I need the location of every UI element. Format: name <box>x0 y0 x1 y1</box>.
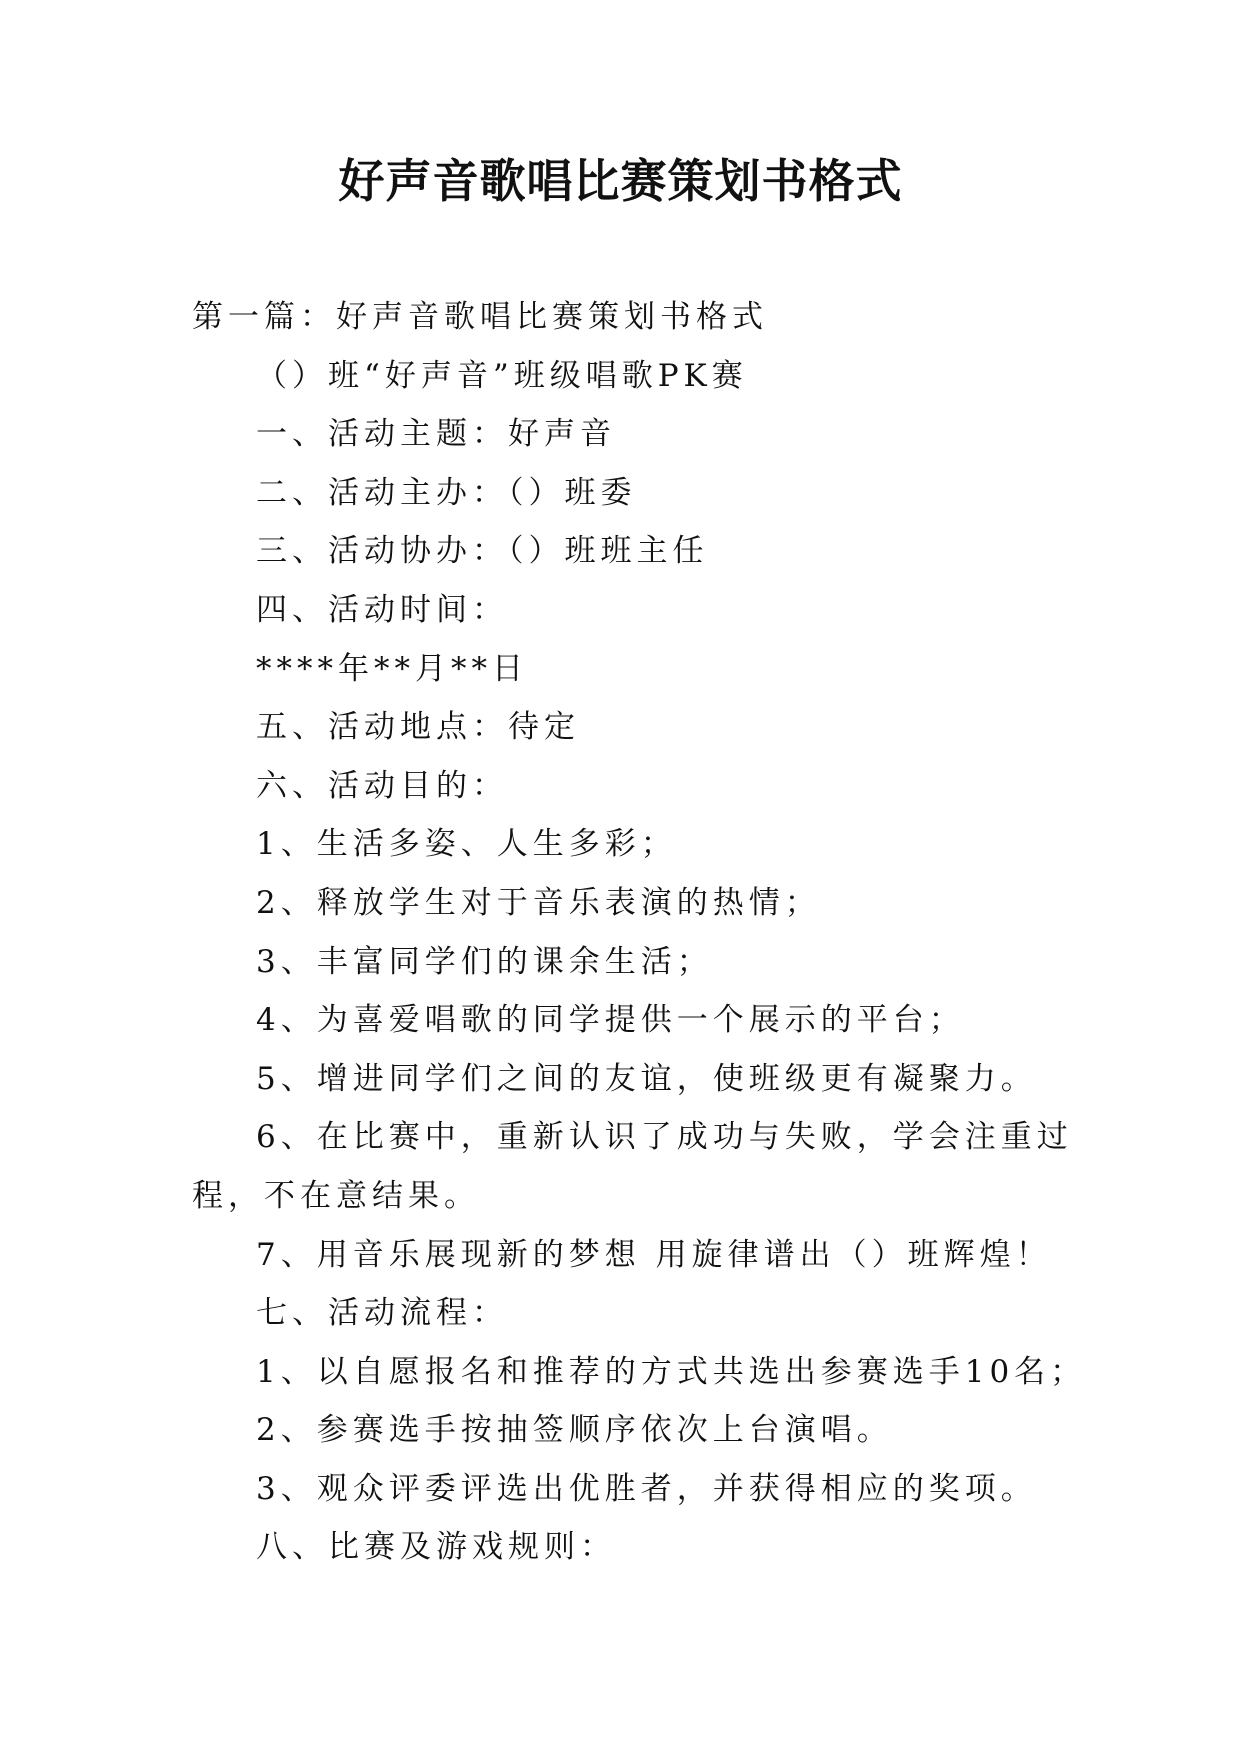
subtitle-paragraph: （）班“好声音”班级唱歌PK赛 <box>256 357 748 394</box>
paragraph-location: 五、活动地点：待定 <box>256 709 580 746</box>
process-item-2: 2、参赛选手按抽签顺序依次上台演唱。 <box>256 1412 893 1449</box>
paragraph-rules-label: 八、比赛及游戏规则： <box>256 1529 616 1566</box>
purpose-item-1: 1、生活多姿、人生多彩； <box>256 826 677 863</box>
paragraph-date: ****年**月**日 <box>256 650 528 687</box>
purpose-item-7: 7、用音乐展现新的梦想 用旋律谱出（）班辉煌！ <box>256 1236 1052 1273</box>
process-item-3: 3、观众评委评选出优胜者，并获得相应的奖项。 <box>256 1470 1037 1507</box>
process-item-1: 1、以自愿报名和推荐的方式共选出参赛选手10名； <box>256 1353 1087 1390</box>
paragraph-time-label: 四、活动时间： <box>256 591 508 628</box>
document-title: 好声音歌唱比赛策划书格式 <box>338 154 903 208</box>
paragraph-process-label: 七、活动流程： <box>256 1295 508 1332</box>
paragraph-organizer: 二、活动主办：（）班委 <box>256 474 637 511</box>
purpose-item-5: 5、增进同学们之间的友谊，使班级更有凝聚力。 <box>256 1060 1037 1097</box>
purpose-item-6: 6、在比赛中，重新认识了成功与失败，学会注重过程，不在意结果。 <box>192 1119 1073 1214</box>
section-heading: 第一篇：好声音歌唱比赛策划书格式 <box>192 299 768 335</box>
paragraph-theme: 一、活动主题：好声音 <box>256 416 616 453</box>
paragraph-purpose-label: 六、活动目的： <box>256 767 508 804</box>
purpose-item-2: 2、释放学生对于音乐表演的热情； <box>256 884 821 921</box>
purpose-item-4: 4、为喜爱唱歌的同学提供一个展示的平台； <box>256 1002 965 1039</box>
document-body <box>192 288 1087 1577</box>
paragraph-co-organizer: 三、活动协办：（）班班主任 <box>256 533 709 570</box>
purpose-item-3: 3、丰富同学们的课余生活； <box>256 943 713 980</box>
